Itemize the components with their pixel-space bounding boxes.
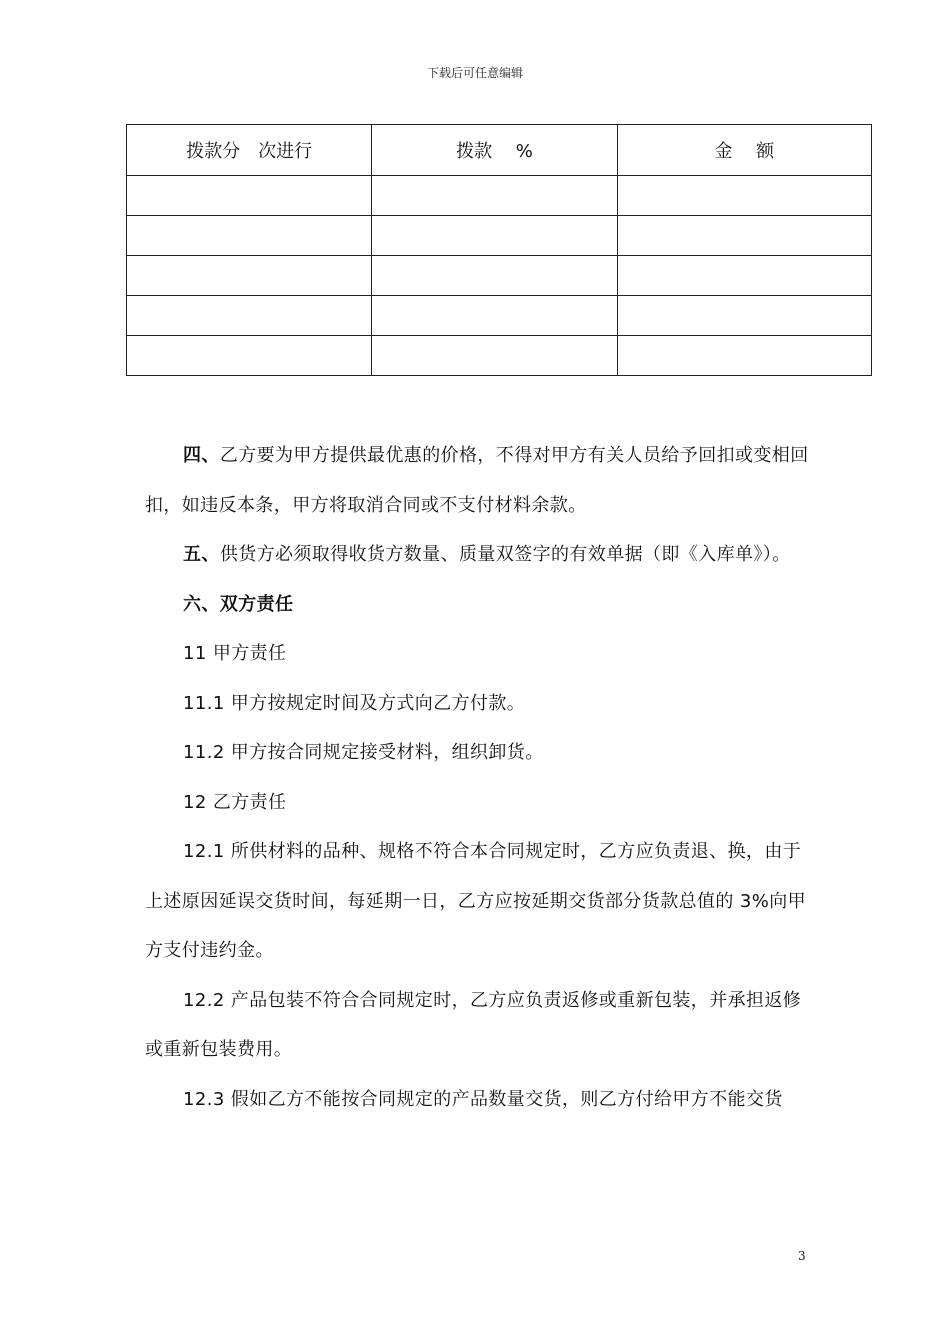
page-number: 3 [798,1249,806,1263]
clause-11-1: 11.1 甲方按规定时间及方式向乙方付款。 [183,692,526,714]
table-cell [617,176,871,216]
table-cell [617,296,871,336]
table-cell [372,176,617,216]
payment-table [126,124,872,376]
table-cell [617,256,871,296]
table-cell [127,256,372,296]
section-5-number: 五、 [183,544,220,565]
clause-11-2: 11.2 甲方按合同规定接受材料，组织卸货。 [183,742,544,763]
clause-12: 12 乙方责任 [183,791,287,813]
clause-12-3: 12.3 假如乙方不能按合同规定的产品数量交货，则乙方付给甲方不能交货 [183,1088,783,1110]
header-percent: 拨款 % [372,125,617,176]
header-amount: 金 额 [617,125,871,176]
section-5 [145,530,809,580]
clause-11: 11 甲方责任 [183,643,287,664]
section-5-text: 供货方必须取得收货方数量、质量双签字的有效单据（即《入库单》）。 [219,544,791,565]
table-cell [372,296,617,336]
table-cell [127,216,372,256]
table-cell [372,216,617,256]
table-row [127,256,872,296]
table-row [127,176,872,216]
section-6-title: 六、双方责任 [183,593,294,615]
table-cell [127,176,372,216]
table-cell [617,336,871,376]
header-installments: 拨款分 次进行 [127,125,372,176]
table-cell [127,296,372,336]
table-cell [617,216,871,256]
table-cell [127,336,372,376]
clause-12-1: 12.1 所供材料的品种、规格不符合本合同规定时，乙方应负责退、换，由于上述原因延误交货时间，每延期一日，乙方应按延期交货部分货款总值的 3%向甲方支付违约金。 [145,841,807,961]
section-4 [145,431,809,530]
page-header: 下载后可任意编辑 [426,66,523,80]
table-cell [372,256,617,296]
clause-12-2: 12.2 产品包装不符合合同规定时，乙方应负责返修或重新包装，并承担返修或重新包装费用。 [145,989,802,1060]
section-4-number: 四、 [183,445,220,466]
contract-body [145,431,809,1124]
table-cell [372,336,617,376]
table-header-row [127,125,872,176]
table-row [127,296,872,336]
table-row [127,216,872,256]
table-row [127,336,872,376]
section-4-text: 乙方要为甲方提供最优惠的价格，不得对甲方有关人员给予回扣或变相回扣，如违反本条，甲方将取消合同或不支付材料余款。 [145,445,809,516]
